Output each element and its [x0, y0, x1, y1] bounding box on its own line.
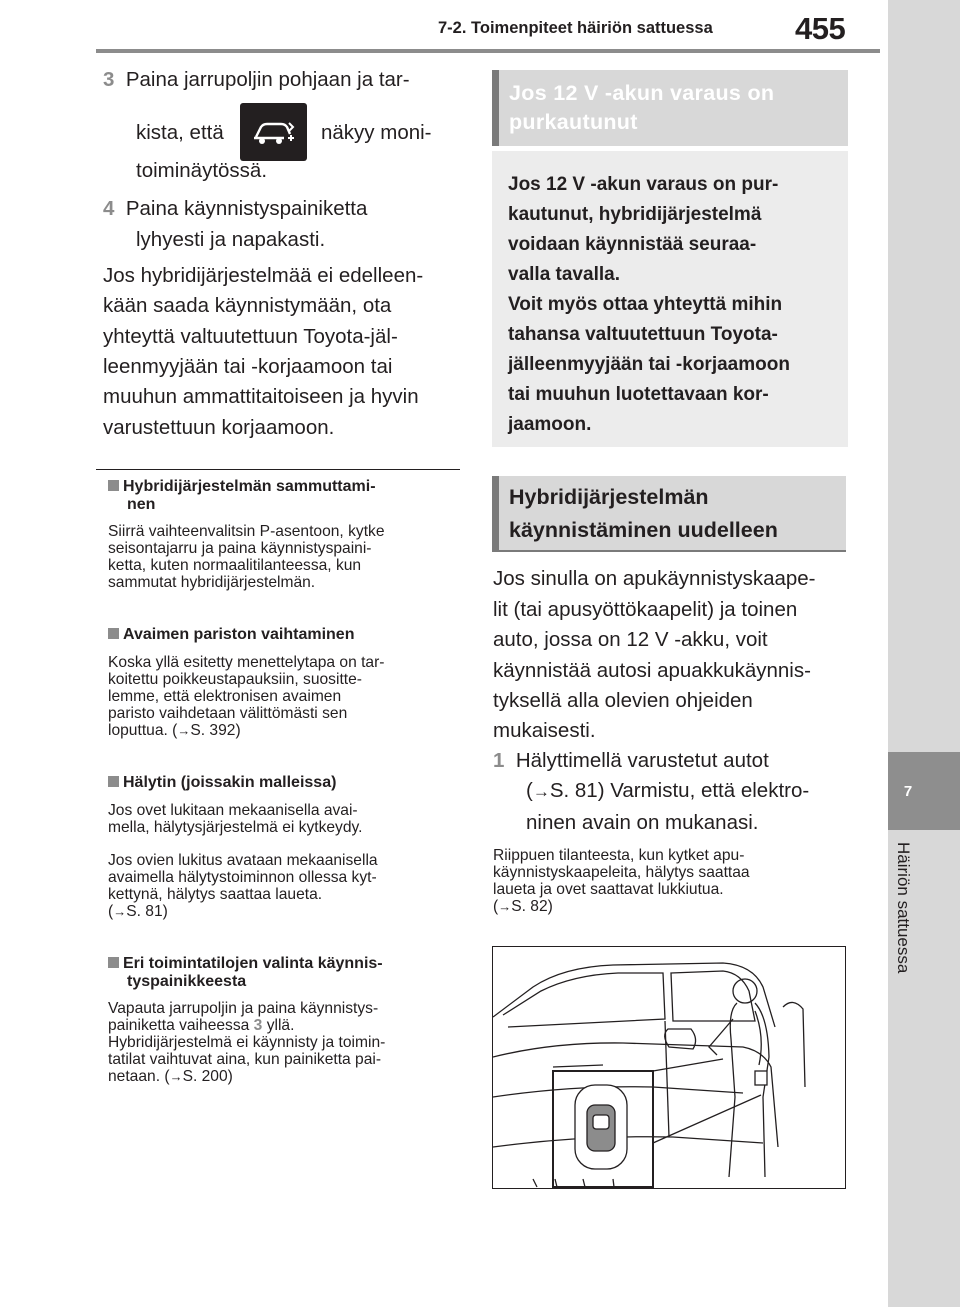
- bullet-square-icon: [108, 480, 119, 491]
- left-paragraph-line-6: varustettuun korjaamoon.: [103, 416, 335, 439]
- note-heading-shutdown: Hybridijärjestelmän sammuttami-: [108, 478, 376, 495]
- step-3-line-2a: kista, että: [136, 121, 224, 144]
- bullet-square-icon: [108, 776, 119, 787]
- page-ref-arrow-icon: →: [498, 899, 512, 914]
- step-4-number: 4: [103, 197, 115, 220]
- step-3-line-1: 3 Paina jarrupoljin pohjaan ja tar-: [103, 68, 410, 91]
- note-alarm-line-5: kettynä, hälytys saattaa laueta.: [108, 886, 323, 903]
- page-ref-arrow-icon: →: [177, 723, 191, 738]
- restart-title: Hybridijärjestelmän käynnistäminen uudelleen: [509, 485, 778, 542]
- section-title: 7-2. Toimenpiteet häiriön sattuessa: [438, 19, 713, 37]
- note-modes-line-4: tatilat vaihtuvat aina, kun painiketta pai-: [108, 1051, 382, 1068]
- page-ref-arrow-icon: →: [532, 782, 550, 801]
- hybrid-system-ready-icon: [240, 103, 307, 161]
- note-heading-shutdown-2: nen: [127, 496, 156, 513]
- note-modes-line-2: painiketta vaiheessa 3 yllä.: [108, 1017, 295, 1034]
- note-alarm-line-4: avaimella hälytystoiminnon ollessa kyt-: [108, 869, 377, 886]
- battery-discharged-info-text: Jos 12 V -akun varaus on pur- kautunut, hybridijärjestelmä voidaan käynnistää seuraa- valla tavalla. Voit myös ottaa yhteyttä mihin tahansa valtuutettuun Toyota- jälleenmyyjään tai -korjaamoon tai muuhun luotettavaan kor- jaamoon.: [508, 174, 790, 435]
- right-paragraph-line-3: auto, jossa on 12 V -akku, voit: [493, 628, 768, 651]
- battery-discharged-title: Jos 12 V -akun varaus on purkautunut: [509, 81, 775, 134]
- right-note-line-2: käynnistyskaapeleita, hälytys saattaa: [493, 864, 750, 881]
- left-paragraph-line-4: leenmyyjään tai -korjaamoon tai: [103, 355, 393, 378]
- note-battery-line-4: paristo vaihdetaan välittömästi sen: [108, 705, 348, 722]
- section-divider: [96, 469, 460, 470]
- page-ref-link[interactable]: S. 81): [126, 903, 168, 920]
- note-battery-line-3: lemme, että elektronisen avaimen: [108, 688, 342, 705]
- step-1-number: 1: [493, 749, 505, 772]
- page-ref-link[interactable]: S. 392): [190, 722, 241, 739]
- left-paragraph-line-2: kään saada käynnistymään, ota: [103, 294, 392, 317]
- note-shutdown-line-3: ketta, kuten normaalitilanteessa, kun: [108, 557, 362, 574]
- left-paragraph-line-1: Jos hybridijärjestelmää ei edelleen-: [103, 264, 424, 287]
- step-3-line-3: toiminäytössä.: [136, 159, 268, 182]
- step-1-line-3: ninen avain on mukanasi.: [526, 811, 759, 834]
- note-battery-line-2: koitettu poikkeustapauksiin, suositte-: [108, 671, 362, 688]
- right-paragraph-line-6: mukaisesti.: [493, 719, 596, 742]
- left-paragraph-line-5: muuhun ammattitaitoiseen ja hyvin: [103, 385, 419, 408]
- note-heading-battery: Avaimen pariston vaihtaminen: [108, 626, 354, 643]
- step-1-line-2: (→S. 81) Varmistu, että elektro-: [526, 779, 810, 802]
- right-note-line-3: laueta ja ovet saattavat lukkiutua.: [493, 881, 724, 898]
- header-accent-bar: [492, 70, 499, 146]
- chapter-label: Häiriön sattuessa: [894, 842, 913, 974]
- right-paragraph-line-2: lit (tai apusyöttökaapelit) ja toinen: [493, 598, 798, 621]
- step-3-number: 3: [103, 68, 115, 91]
- right-note-line-4: (→S. 82): [493, 898, 553, 915]
- header-rule: [96, 49, 880, 53]
- note-shutdown-line-1: Siirrä vaihteenvalitsin P-asentoon, kytke: [108, 523, 385, 540]
- note-shutdown-line-2: seisontajarru ja paina käynnistyspaini-: [108, 540, 372, 557]
- note-alarm-line-1: Jos ovet lukitaan mekaanisella avai-: [108, 802, 358, 819]
- bullet-square-icon: [108, 628, 119, 639]
- note-heading-modes: Eri toimintatilojen valinta käynnis-: [108, 955, 383, 972]
- step-1-line-1: 1 Hälyttimellä varustetut autot: [493, 749, 769, 772]
- note-alarm-line-6: (→S. 81): [108, 903, 168, 920]
- note-modes-line-5: netaan. (→S. 200): [108, 1068, 233, 1085]
- step-4-line-2: lyhyesti ja napakasti.: [136, 228, 326, 251]
- note-modes-line-1: Vapauta jarrupoljin ja paina käynnistys-: [108, 1000, 379, 1017]
- step-4-line-1: 4 Paina käynnistyspainiketta: [103, 197, 368, 220]
- header-accent-bar: [492, 476, 499, 552]
- person-unlocking-car-with-smart-key-illustration: [492, 946, 846, 1189]
- note-heading-alarm: Hälytin (joissakin malleissa): [108, 774, 336, 791]
- left-paragraph-line-3: yhteyttä valtuutettuun Toyota-jäl-: [103, 325, 398, 348]
- right-note-line-1: Riippuen tilanteesta, kun kytket apu-: [493, 847, 745, 864]
- step-ref-number: 3: [253, 1017, 263, 1034]
- note-alarm-line-2: mella, hälytysjärjestelmä ei kytkeydy.: [108, 819, 363, 836]
- bullet-square-icon: [108, 957, 119, 968]
- right-paragraph-line-4: käynnistää autosi apuakkukäynnis-: [493, 659, 811, 682]
- page-ref-link[interactable]: S. 82): [511, 898, 553, 915]
- page-ref-link[interactable]: S. 200): [182, 1068, 233, 1085]
- page-ref-arrow-icon: →: [113, 904, 127, 919]
- right-paragraph-line-5: tyksellä alla olevien ohjeiden: [493, 689, 753, 712]
- note-heading-modes-2: tyspainikkeesta: [127, 973, 247, 990]
- note-battery-line-5: loputtua. (→S. 392): [108, 722, 241, 739]
- page-number: 455: [795, 11, 846, 46]
- step-3-line-2b: näkyy moni-: [321, 121, 432, 144]
- page-ref-arrow-icon: →: [169, 1069, 183, 1084]
- note-alarm-line-3: Jos ovien lukitus avataan mekaanisella: [108, 852, 378, 869]
- note-modes-line-3: Hybridijärjestelmä ei käynnisty ja toimin-: [108, 1034, 386, 1051]
- note-battery-line-1: Koska yllä esitetty menettelytapa on tar-: [108, 654, 385, 671]
- right-paragraph-line-1: Jos sinulla on apukäynnistyskaape-: [493, 567, 816, 590]
- note-shutdown-line-4: sammutat hybridijärjestelmän.: [108, 574, 316, 591]
- chapter-number: 7: [903, 783, 913, 800]
- chapter-sidebar: [888, 0, 960, 1307]
